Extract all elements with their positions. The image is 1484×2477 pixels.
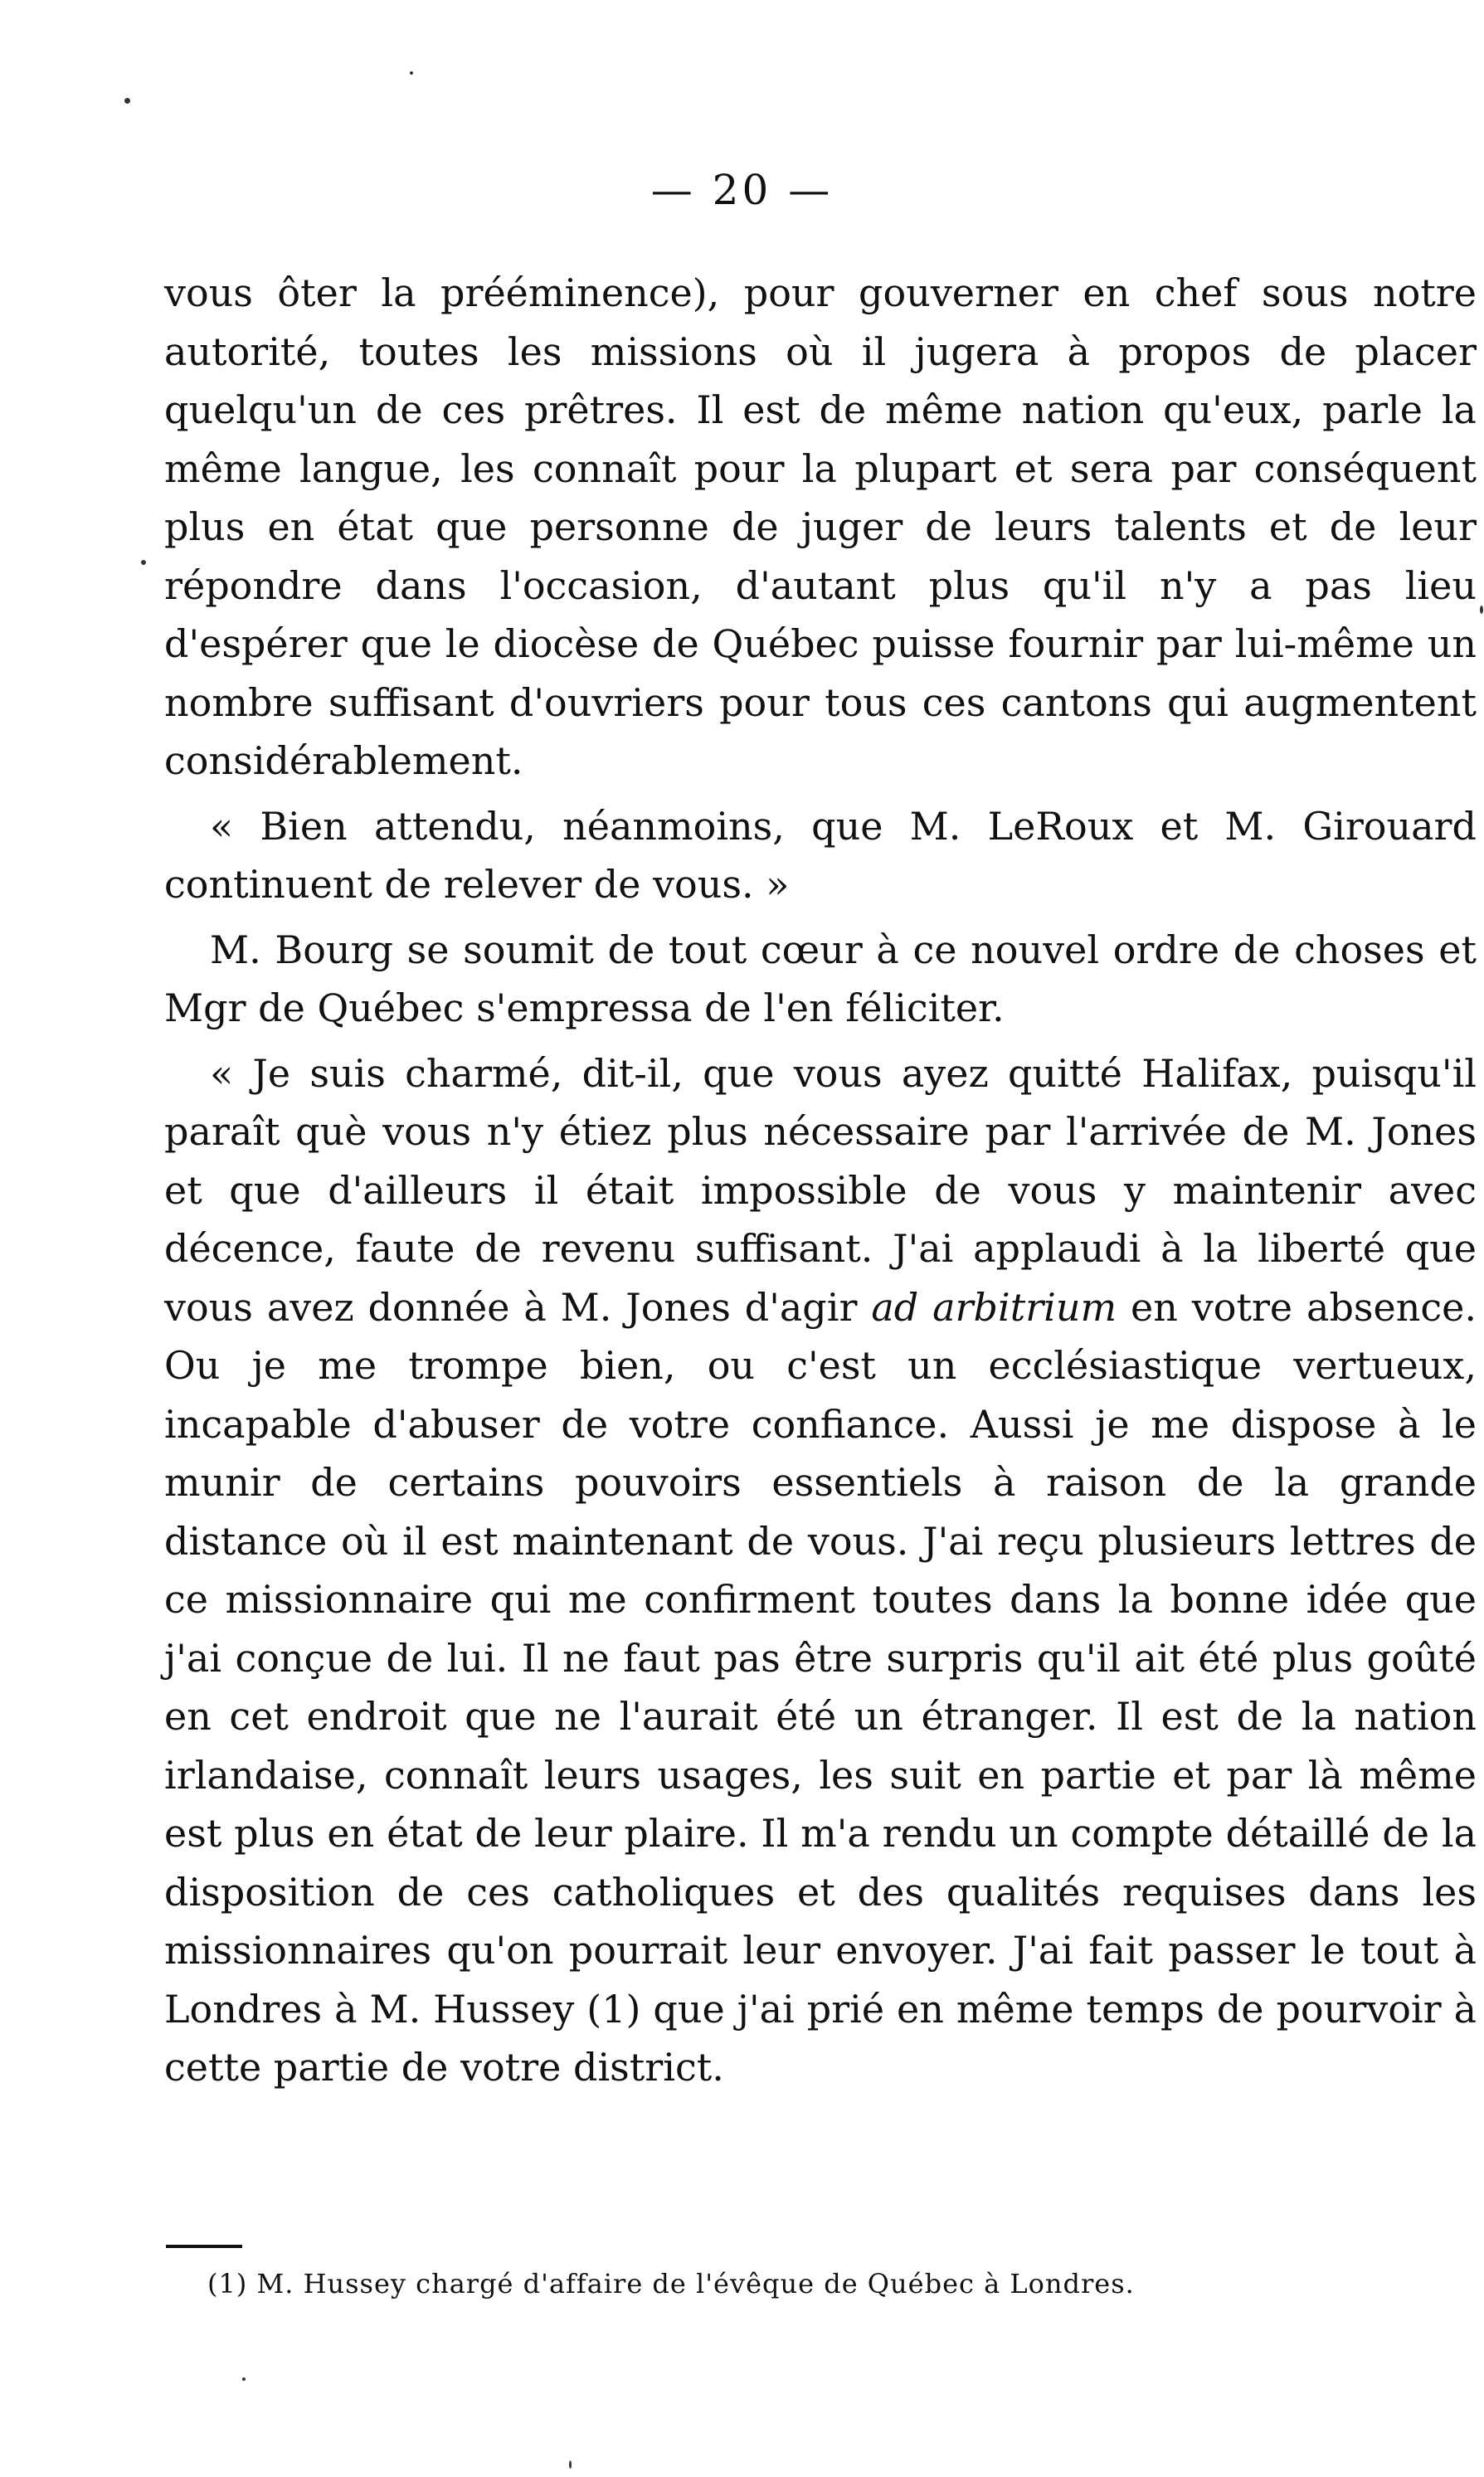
paragraph-4 (164, 1044, 1477, 2097)
footnote-divider (166, 2245, 242, 2248)
paragraph-4-end: en votre absence. Ou je me trompe bien, ou c'est un ecclésiastique vertueux, incapable d'abuser de votre confiance. Aussi je me dispose à le munir de certains pouvoirs essentiels à raison de la grande distance où il est maintenant de vous. J'ai reçu plusieurs lettres de ce missionnaire qui me confirment toutes dans la bonne idée que j'ai conçue de lui. Il ne faut pas être surpris qu'il ait été plus goûté en cet endroit que ne l'aurait été un étranger. Il est de la nation irlandaise, connaît leurs usages, les suit en partie et par là même est plus en état de leur plaire. Il m'a rendu un compte détaillé de la disposition de ces catholiques et des qualités requises dans les missionnaires qu'on pourrait leur envoyer. J'ai fait passer le tout à Londres à M. Hussey (1) que j'ai prié en même temps de pourvoir à cette partie de votre district. (164, 1284, 1477, 2090)
latin-phrase: ad arbitrium (871, 1284, 1117, 1330)
scan-speck (141, 560, 146, 565)
scan-speck (242, 2377, 246, 2381)
paragraph-4-start: « Je suis charmé, dit-il, que vous ayez quitté Halifax, puisqu'il paraît què vous n'y étiez plus nécessaire par l'arrivée de M. Jones et que d'ailleurs il était impossible de vous y maintenir avec décence, faute de revenu suffisant. J'ai applaudi à la liberté que vous avez donnée à M. Jones d'agir (164, 1050, 1477, 1330)
footnote: (1) M. Hussey chargé d'affaire de l'évêque de Québec à Londres. (207, 2268, 1135, 2299)
paragraph-3: M. Bourg se soumit de tout cœur à ce nouvel ordre de choses et Mgr de Québec s'empressa de l'en féliciter. (164, 927, 1477, 1030)
paragraph-1: vous ôter la prééminence), pour gouverner en chef sous notre autorité, toutes les missions où il jugera à propos de placer quelqu'un de ces prêtres. Il est de même nation qu'eux, parle la même langue, les connaît pour la plupart et sera par conséquent plus en état que personne de juger de leurs talents et de leur répondre dans l'occasion, d'autant plus qu'il n'y a pas lieu d'espérer que le diocèse de Québec puisse fournir par lui-même un nombre suffisant d'ouvriers pour tous ces cantons qui augmentent considérablement. (164, 270, 1477, 783)
page-number: — 20 — (650, 166, 834, 214)
scan-speck (1480, 606, 1483, 614)
scan-speck (124, 98, 130, 104)
paragraph-2: « Bien attendu, néanmoins, que M. LeRoux et M. Girouard continuent de relever de vous. » (164, 803, 1477, 907)
scan-speck (410, 71, 413, 75)
body-text (164, 264, 1477, 2104)
scan-speck (569, 2460, 572, 2469)
